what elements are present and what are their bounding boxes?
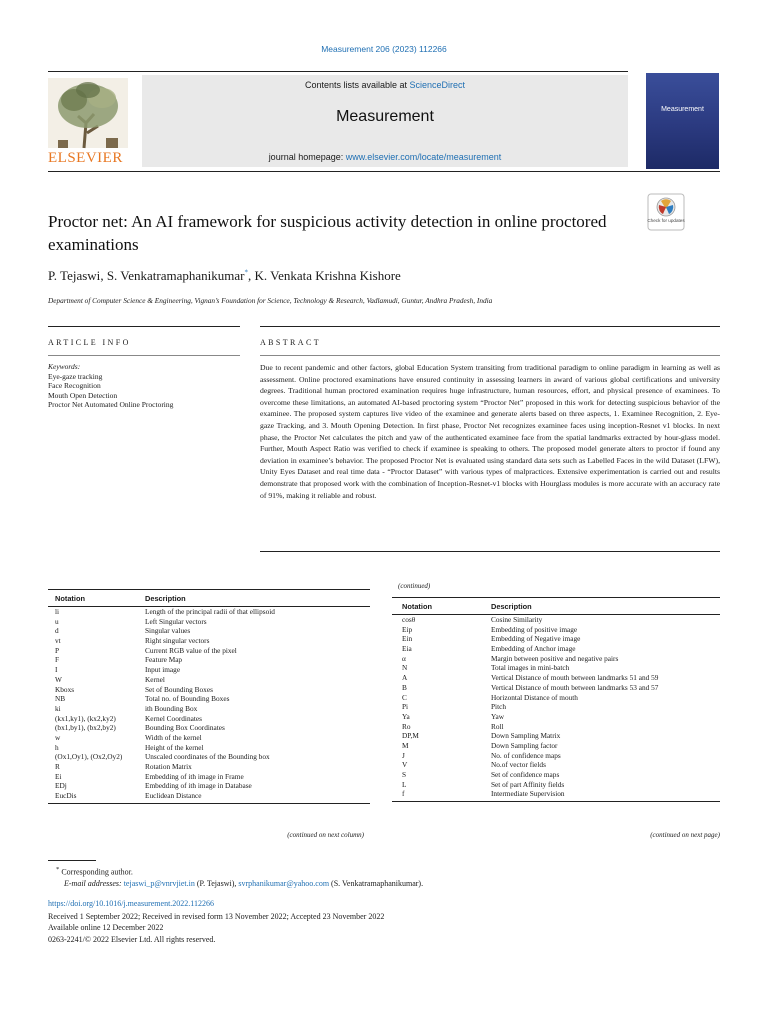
table-row [48,646,370,656]
description-cell: Intermediate Supervision [491,789,565,799]
article-info-top-rule [48,326,240,327]
notation-cell: w [55,732,61,742]
notation-cell: L [402,779,407,789]
author-separator: , [247,268,255,283]
abstract-text: Due to recent pandemic and other factors, global Education System transiting from traditional paradigm to online paradigm in learning as well as assessment. Online proctored examinations have ensured continuity in assessing learners in award of various global certifications and university degrees. Traditional human proctored examination requires huge infrastructure, human resources, effort, and physical presence of examinees. To overcome these limitations, an automated AI-based proctoring system “Proctor Net” proposed in this work for detecting suspicious behavior of the examinee. The proposed system captures live video of the examinee and generate alerts based on three aspects, 1. Examinee Recognition, 2. Eye-gaze Tracking, and 3. Mouth Opening Detection. In first phase, Proctor Net recognizes examinee faces using inception-Resnet v1 blocks. In next phase, the Proctor Net calculates the pitch and yaw of the authenticated examinee face from the spatial landmarks extracted by hour-glass model. Further, Mouth Aspect Ratio was verified to check if examinee is speaking to others. The proposed model generate alters to proctor if found any deviation in examinee’s behavior. The proposed Proctor Net is evaluated using standard data sets such as Labelled Faces in the wild Dataset (LFW), Unity Eyes Dataset and real time data - “Proctor Dataset” with various types of malpractices. Extensive experimentation is carried out and results demonstrate that proposed work with the combination of Inception-Resnet-v1 blocks with Hourglass modules is more accurate with an accuracy rate of 91%, making it reliable and robust. [260,363,720,500]
homepage-prefix: journal homepage: [268,152,346,162]
description-cell: Embedding of positive image [491,624,578,634]
table-row [392,663,720,673]
notation-table-1 [48,589,370,804]
description-cell: Roll [491,721,504,731]
description-cell: Unscaled coordinates of the Bounding box [145,752,270,762]
description-cell: Singular values [145,626,191,636]
footnote-rule [48,860,96,861]
table-row [392,731,720,741]
description-cell: Left Singular vectors [145,616,207,626]
journal-reference-link[interactable]: Measurement 206 (2023) 112266 [321,44,447,54]
footnote-mark: * [56,866,60,873]
abstract-top-rule [260,326,720,327]
table-row [392,722,720,732]
notation-cell: I [55,665,58,675]
affiliation: Department of Computer Science & Engineering, Vignan’s Foundation for Science, Technology & Research, Vadlamudi, Guntur, Andhra Pradesh, India [48,296,493,305]
abstract-bottom-rule [260,551,720,552]
table-row [48,685,370,695]
notation-cell: f [402,789,405,799]
table-row [392,741,720,751]
table-row [392,712,720,722]
notation-cell: Pi [402,702,409,712]
available-online-date: Available online 12 December 2022 [48,923,164,932]
table-body [48,607,370,801]
notation-cell: Kboxs [55,684,75,694]
description-cell: Total images in mini-batch [491,663,570,673]
table-header-notation: Notation [402,602,432,611]
table-row [392,615,720,625]
notation-cell: Ya [402,711,410,721]
keyword-item: Face Recognition [48,381,101,391]
description-cell: Down Sampling Matrix [491,731,561,741]
table-row [48,791,370,801]
table-row [392,644,720,654]
table-row [392,751,720,761]
table-row [392,673,720,683]
notation-cell: Eia [402,644,412,654]
abstract-heading: ABSTRACT [260,338,321,347]
notation-cell: u [55,616,59,626]
header-bottom-rule [48,171,720,172]
description-cell: Length of the principal radii of that ellipsoid [145,607,275,616]
description-cell: Width of the kernel [145,732,202,742]
table-header-description: Description [491,602,532,611]
notation-cell: (kx1,ky1), (kx2,ky2) [55,713,116,723]
notation-cell: B [402,682,407,692]
table-row [48,714,370,724]
description-cell: Horizontal Distance of mouth [491,692,578,702]
table-row [48,665,370,675]
description-cell: Kernel [145,674,165,684]
description-cell: Embedding of Negative image [491,634,581,644]
notation-cell: P [55,645,60,655]
notation-cell: (Ox1,Oy1), (Ox2,Oy2) [55,752,123,762]
notation-cell: Ein [402,634,413,644]
description-cell: Feature Map [145,655,183,665]
journal-cover-image [646,73,719,169]
description-cell: Down Sampling factor [491,740,558,750]
table-row [392,634,720,644]
table-row [48,772,370,782]
table-continued-next-column: (continued on next column) [287,831,364,839]
table-row [48,762,370,772]
table-row [48,626,370,636]
notation-cell: d [55,626,59,636]
notation-cell: α [402,653,406,663]
table-row [48,704,370,714]
table-body [392,615,720,799]
table-row [392,654,720,664]
description-cell: Euclidean Distance [145,791,202,801]
notation-cell: F [55,655,60,665]
table-row [48,694,370,704]
check-for-updates-badge-icon[interactable] [647,193,685,231]
description-cell: Margin between positive and negative pairs [491,653,619,663]
author-venkatramaphanikumar[interactable]: S. Venkatramaphanikumar [106,268,245,283]
keyword-item: Eye-gaze tracking [48,371,103,381]
email-link-venkatramaphanikumar[interactable]: svrphanikumar@yahoo.com [238,879,330,888]
notation-cell: Ro [402,721,411,731]
table-bottom-rule [392,801,720,802]
contents-prefix: Contents lists available at [304,80,410,90]
table-row [392,625,720,635]
email-owner: (P. Tejaswi), [194,879,239,888]
notation-cell: EucDis [55,791,77,801]
description-cell: No.of vector fields [491,760,546,770]
notation-cell: (bx1,by1), (bx2,by2) [55,723,116,733]
notation-cell: ki [55,703,61,713]
notation-cell: DP,M [402,731,419,741]
homepage-link[interactable]: www.elsevier.com/locate/measurement [345,152,502,162]
description-cell: Yaw [491,711,505,721]
notation-cell: vt [55,636,61,646]
table-row [48,675,370,685]
table-header-row [392,598,720,611]
homepage-line [142,152,628,162]
table-row [48,723,370,733]
table-row [48,617,370,627]
notation-cell: EDj [55,781,67,791]
badge-text: Check for updates [647,218,685,223]
author-kishore[interactable]: K. Venkata Krishna Kishore [254,268,401,283]
description-cell: Embedding of Anchor image [491,644,576,654]
contents-line [142,80,628,90]
author-list [48,268,401,284]
description-cell: Height of the kernel [145,742,204,752]
author-separator: , [100,268,107,283]
cover-title: Measurement [661,106,704,113]
description-cell: Right singular vectors [145,636,210,646]
table-row [392,760,720,770]
description-cell: Kernel Coordinates [145,713,202,723]
article-title: Proctor net: An AI framework for suspicious activity detection in online proctored examinations [48,212,607,254]
notation-cell: cosθ [402,615,416,624]
table-row [392,780,720,790]
table-row [48,752,370,762]
sciencedirect-link[interactable]: ScienceDirect [409,80,466,90]
table-row [392,693,720,703]
notation-cell: A [402,673,408,683]
table-row [392,702,720,712]
description-cell: Bounding Box Coordinates [145,723,225,733]
article-info-rule [48,355,240,356]
journal-name: Measurement [336,108,434,125]
abstract-rule [260,355,720,356]
corresponding-author-mark[interactable]: * [244,268,248,277]
description-cell: Total no. of Bounding Boxes [145,694,230,704]
description-cell: Set of confidence maps [491,770,560,779]
description-cell: Rotation Matrix [145,762,192,771]
description-cell: Vertical Distance of mouth between landmarks 53 and 57 [491,682,659,692]
keyword-item: Proctor Net Automated Online Proctoring [48,400,174,410]
notation-cell: Ei [55,771,62,781]
table-bottom-rule [48,803,370,804]
keyword-item: Mouth Open Detection [48,390,118,400]
table-row [392,789,720,799]
notation-cell: li [55,607,60,616]
keywords-block [48,362,248,410]
table-header-row [48,590,370,603]
copyright-line: 0263-2241/© 2022 Elsevier Ltd. All rights reserved. [48,935,216,944]
notation-cell: S [402,770,407,779]
table-row [392,770,720,780]
table-continued-next-page: (continued on next page) [650,831,720,839]
description-cell: Set of part Affinity fields [491,779,565,789]
notation-cell: V [402,760,408,770]
article-info-heading: ARTICLE INFO [48,338,131,347]
description-cell: Current RGB value of the pixel [145,645,237,655]
notation-cell: NB [55,694,66,704]
email-label: E-mail addresses: [64,879,122,888]
description-cell: Embedding of ith image in Frame [145,771,244,781]
table-header-notation: Notation [55,594,85,603]
corresponding-author-text: Corresponding author. [61,867,133,877]
notation-table-2 [392,597,720,802]
keywords-label: Keywords: [48,362,81,371]
description-cell: Input image [145,665,181,675]
table-header-description: Description [145,594,186,603]
table-row [48,743,370,753]
corresponding-author-note [56,866,133,877]
email-owner: (S. Venkatramaphanikumar). [329,879,424,888]
notation-cell: N [402,663,408,673]
doi-link[interactable]: https://doi.org/10.1016/j.measurement.2022.112266 [48,899,214,908]
notation-cell: R [55,762,60,771]
author-tejaswi[interactable]: P. Tejaswi [48,268,101,283]
description-cell: Pitch [491,702,506,712]
notation-cell: h [55,742,59,752]
description-cell: Cosine Similarity [491,615,543,624]
notation-cell: W [55,674,62,684]
received-dates: Received 1 September 2022; Received in revised form 13 November 2022; Accepted 23 November 2022 [48,912,385,921]
description-cell: ith Bounding Box [145,703,198,713]
publisher-name: ELSEVIER [48,150,123,166]
notation-cell: M [402,740,409,750]
table-row [48,636,370,646]
table-row [48,655,370,665]
notation-cell: Eip [402,624,413,634]
table-row [48,781,370,791]
table-continued-label: (continued) [398,582,431,590]
email-link-tejaswi[interactable]: tejaswi_p@vnrvjiet.in [123,879,195,888]
table-row [48,733,370,743]
notation-cell: C [402,692,407,702]
description-cell: Vertical Distance of mouth between landmarks 51 and 59 [491,673,659,683]
description-cell: Embedding of ith image in Database [145,781,252,791]
description-cell: Set of Bounding Boxes [145,684,213,694]
notation-cell: J [402,750,405,760]
table-row [392,683,720,693]
table-row [48,607,370,617]
email-addresses [64,879,423,888]
header-top-rule [48,71,628,72]
description-cell: No. of confidence maps [491,750,561,760]
